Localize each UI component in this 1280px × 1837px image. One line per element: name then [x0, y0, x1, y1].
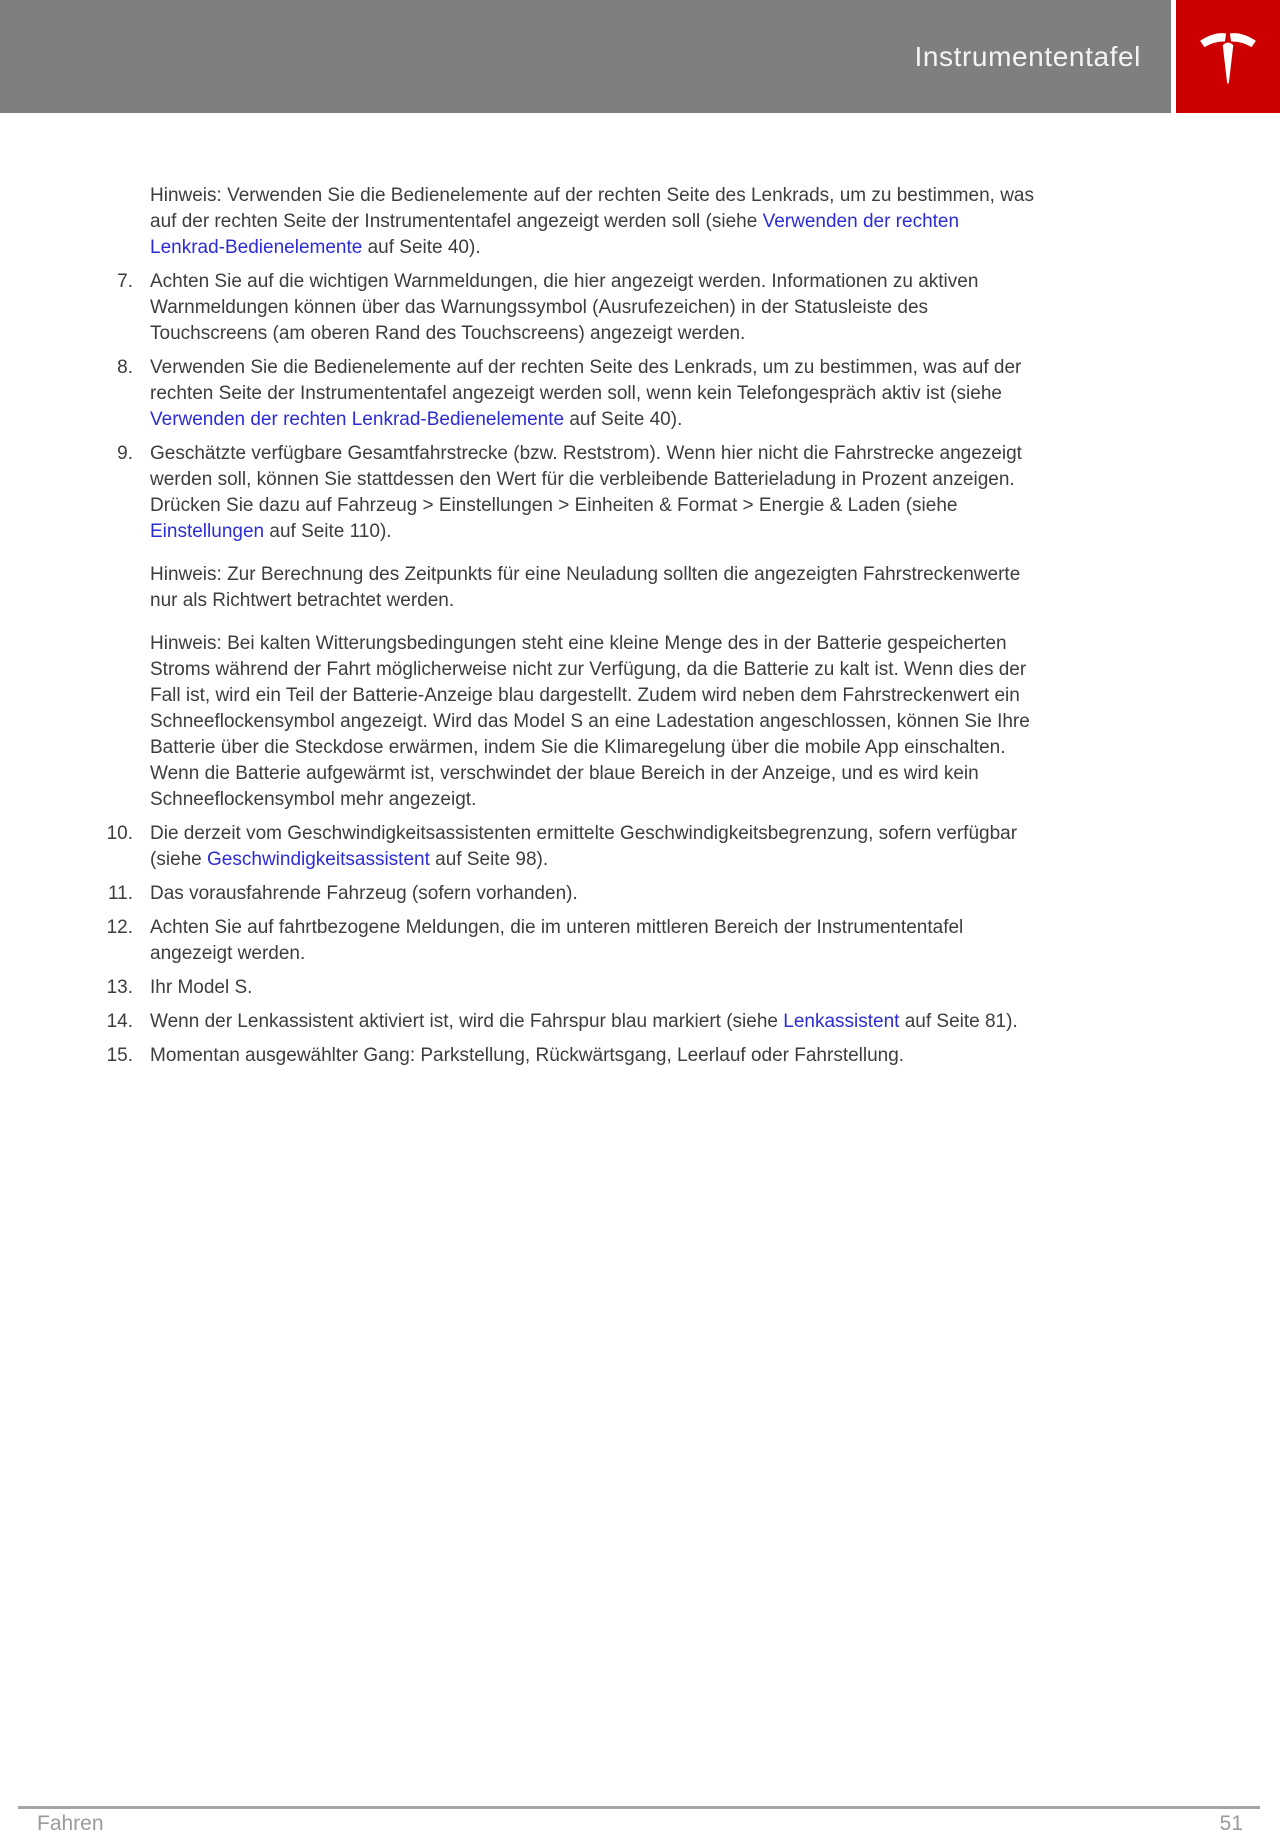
list-item	[104, 881, 1037, 907]
paragraph-text	[150, 1043, 1037, 1069]
cross-reference-link[interactable]: Lenkassistent	[783, 1011, 900, 1032]
text-segment: auf Seite 40).	[362, 237, 481, 258]
text-segment: Momentan ausgewählter Gang: Parkstellung, Rückwärtsgang, Leerlauf oder Fahrstellung.	[150, 1045, 905, 1066]
text-segment: Das vorausfahrende Fahrzeug (sofern vorhanden).	[150, 883, 578, 904]
tesla-logo	[1176, 0, 1280, 113]
paragraph-text	[150, 1009, 1037, 1035]
text-segment: auf Seite 110).	[264, 521, 392, 542]
paragraph-text	[150, 631, 1037, 813]
list-item	[104, 975, 1037, 1001]
paragraph-text	[150, 881, 1037, 907]
text-segment: Hinweis: Verwenden Sie die Bedienelemente auf der rechten Seite des Lenkrads, um zu bestimmen, was auf der rechten Seite der Instrumententafel angezeigt werden soll (siehe	[150, 185, 1034, 232]
text-segment: Achten Sie auf die wichtigen Warnmeldungen, die hier angezeigt werden. Informationen zu aktiven Warnmeldungen können über das Warnungssymbol (Ausrufezeichen) in der Statusleiste des Touchscreens (am oberen Rand des Touchscreens) angezeigt werden.	[150, 271, 979, 344]
content	[104, 113, 1037, 1069]
text-segment: auf Seite 81).	[899, 1011, 1018, 1032]
list-item-number: 13.	[106, 977, 133, 998]
cross-reference-link[interactable]: Verwenden der rechten Lenkrad-Bedienelemente	[150, 409, 565, 430]
text-segment: Hinweis: Zur Berechnung des Zeitpunkts für eine Neuladung sollten die angezeigten Fahrstreckenwerte nur als Richtwert betrachtet werden.	[150, 564, 1021, 611]
text-segment: Wenn der Lenkassistent aktiviert ist, wird die Fahrspur blau markiert (siehe	[150, 1011, 784, 1032]
header-bar	[0, 0, 1280, 113]
list-item-number: 9.	[117, 443, 133, 464]
list-item-number: 12.	[106, 917, 133, 938]
list-item	[104, 269, 1037, 347]
note-paragraph	[104, 631, 1037, 813]
paragraph-text	[150, 975, 1037, 1001]
text-segment: Achten Sie auf fahrtbezogene Meldungen, die im unteren mittleren Bereich der Instrumententafel angezeigt werden.	[150, 917, 964, 964]
list-item	[104, 821, 1037, 873]
list-item-number: 10.	[106, 823, 133, 844]
paragraph-text	[150, 355, 1037, 433]
page-title: Instrumententafel	[914, 40, 1141, 72]
list-item-number: 15.	[106, 1045, 133, 1066]
list-item	[104, 1043, 1037, 1069]
paragraph-text	[150, 821, 1037, 873]
text-segment: Hinweis: Bei kalten Witterungsbedingungen steht eine kleine Menge des in der Batterie gespeicherten Stroms während der Fahrt möglicherweise nicht zur Verfügung, da die Batterie zu kalt ist. Wenn dies der Fall ist, wird ein Teil der Batterie-Anzeige blau dargestellt. Zudem wird neben dem Fahrstreckenwert ein Schneeflockensymbol angezeigt. Wird das Model S an eine Ladestation angeschlossen, können Sie Ihre Batterie über die Steckdose erwärmen, indem Sie die Klimaregelung über die mobile App einschalten. Wenn die Batterie aufgewärmt ist, verschwindet der blaue Bereich in der Anzeige, und es wird kein Schneeflockensymbol mehr angezeigt.	[150, 633, 1030, 810]
paragraph-text	[150, 183, 1037, 261]
cross-reference-link[interactable]: Einstellungen	[150, 521, 265, 542]
note-paragraph	[104, 562, 1037, 614]
text-segment: Verwenden Sie die Bedienelemente auf der rechten Seite des Lenkrads, um zu bestimmen, was auf der rechten Seite der Instrumententafel angezeigt werden soll, wenn kein Telefongespräch aktiv ist (siehe	[150, 357, 1022, 404]
list-item	[104, 355, 1037, 433]
text-segment: Die derzeit vom Geschwindigkeitsassistenten ermittelte Geschwindigkeitsbegrenzung, sofern verfügbar (siehe	[150, 823, 1018, 870]
text-segment: Ihr Model S.	[150, 977, 253, 998]
footer-section-label: Fahren	[37, 1812, 104, 1835]
text-segment: auf Seite 40).	[564, 409, 683, 430]
list-item-number: 8.	[117, 357, 133, 378]
cross-reference-link[interactable]: Geschwindigkeitsassistent	[207, 849, 430, 870]
list-item	[104, 441, 1037, 545]
page-footer	[18, 1806, 1260, 1836]
paragraph-text	[150, 562, 1037, 614]
list-item	[104, 1009, 1037, 1035]
paragraph-text	[150, 269, 1037, 347]
cross-reference-link[interactable]: Verwenden der rechten Lenkrad-Bedienelemente	[150, 211, 960, 258]
header-title-bar	[0, 0, 1171, 113]
text-segment: Geschätzte verfügbare Gesamtfahrstrecke (bzw. Reststrom). Wenn hier nicht die Fahrstrecke angezeigt werden soll, können Sie stattdessen den Wert für die verbleibende Batterieladung in Prozent anzeigen. Drücken Sie dazu auf Fahrzeug > Einstellungen > Einheiten & Format > Energie & Laden (siehe	[150, 443, 1022, 516]
text-segment: auf Seite 98).	[429, 849, 549, 870]
paragraph-text	[150, 915, 1037, 967]
list-item	[104, 915, 1037, 967]
list-item-number: 7.	[117, 271, 133, 292]
footer-page-number: 51	[1219, 1812, 1243, 1835]
paragraph-text	[150, 441, 1037, 545]
list-item-number: 11.	[107, 883, 133, 904]
note-paragraph	[104, 183, 1037, 261]
list-item-number: 14.	[106, 1011, 133, 1032]
